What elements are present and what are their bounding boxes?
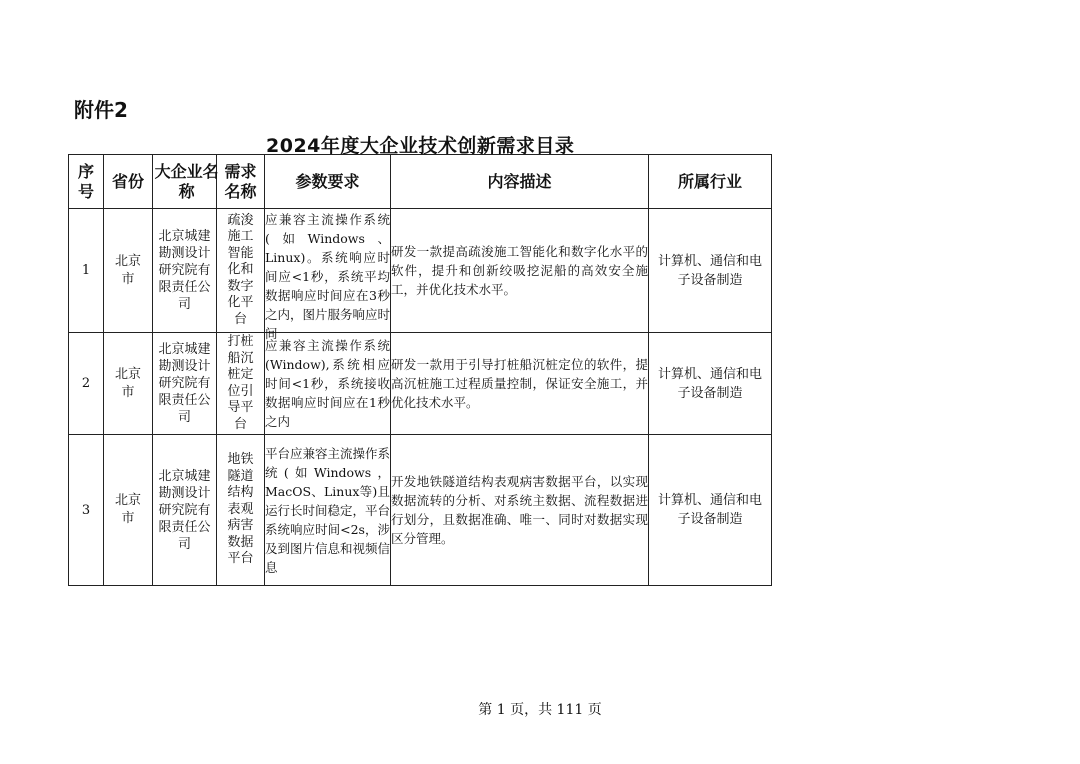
header-company: 大企业名称 [153, 155, 217, 209]
cell-description: 开发地铁隧道结构表观病害数据平台，以实现数据流转的分析、对系统主数据、流程数据进行划分，且数据准确、唯一、同时对数据实现区分管理。 [391, 435, 649, 586]
requirements-table [68, 154, 772, 586]
cell-description: 研发一款提高疏浚施工智能化和数字化水平的软件，提升和创新绞吸挖泥船的高效安全施工，并优化技术水平。 [391, 209, 649, 333]
cell-seq: 2 [69, 333, 104, 435]
cell-company: 北京城建勘测设计研究院有限责任公司 [153, 435, 217, 586]
header-seq: 序号 [69, 155, 104, 209]
table-row [69, 209, 772, 333]
cell-industry: 计算机、通信和电子设备制造 [649, 209, 772, 333]
cell-province: 北京市 [104, 435, 153, 586]
cell-params: 应兼容主流操作系统(Window),系统相应时间<1秒，系统接收数据响应时间应在1秒之内 [265, 333, 391, 435]
cell-industry: 计算机、通信和电子设备制造 [649, 435, 772, 586]
cell-seq: 1 [69, 209, 104, 333]
cell-need: 打桩船沉桩定位引导平台 [217, 333, 265, 435]
cell-company: 北京城建勘测设计研究院有限责任公司 [153, 209, 217, 333]
header-params: 参数要求 [265, 155, 391, 209]
page-footer: 第 1 页，共 111 页 [478, 702, 602, 718]
cell-province: 北京市 [104, 333, 153, 435]
cell-industry: 计算机、通信和电子设备制造 [649, 333, 772, 435]
attachment-label: 附件2 [74, 98, 128, 122]
cell-seq: 3 [69, 435, 104, 586]
cell-description: 研发一款用于引导打桩船沉桩定位的软件，提高沉桩施工过程质量控制，保证安全施工，并优化技术水平。 [391, 333, 649, 435]
header-description: 内容描述 [391, 155, 649, 209]
header-province: 省份 [104, 155, 153, 209]
table-row [69, 435, 772, 586]
cell-need: 地铁隧道结构表观病害数据平台 [217, 435, 265, 586]
header-need: 需求名称 [217, 155, 265, 209]
cell-company: 北京城建勘测设计研究院有限责任公司 [153, 333, 217, 435]
cell-params: 平台应兼容主流操作系统(如Windows，MacOS、Linux等)且运行长时间稳定，平台系统响应时间<2s，涉及到图片信息和视频信息 [265, 435, 391, 586]
table-header-row [69, 155, 772, 209]
cell-need: 疏浚施工智能化和数字化平台 [217, 209, 265, 333]
document-title: 2024年度大企业技术创新需求目录 [266, 135, 575, 157]
cell-province: 北京市 [104, 209, 153, 333]
cell-params: 应兼容主流操作系统(如Windows、Linux)。系统响应时间应<1秒，系统平均数据响应时间应在3秒之内，图片服务响应时间 [265, 209, 391, 333]
header-industry: 所属行业 [649, 155, 772, 209]
table-row [69, 333, 772, 435]
